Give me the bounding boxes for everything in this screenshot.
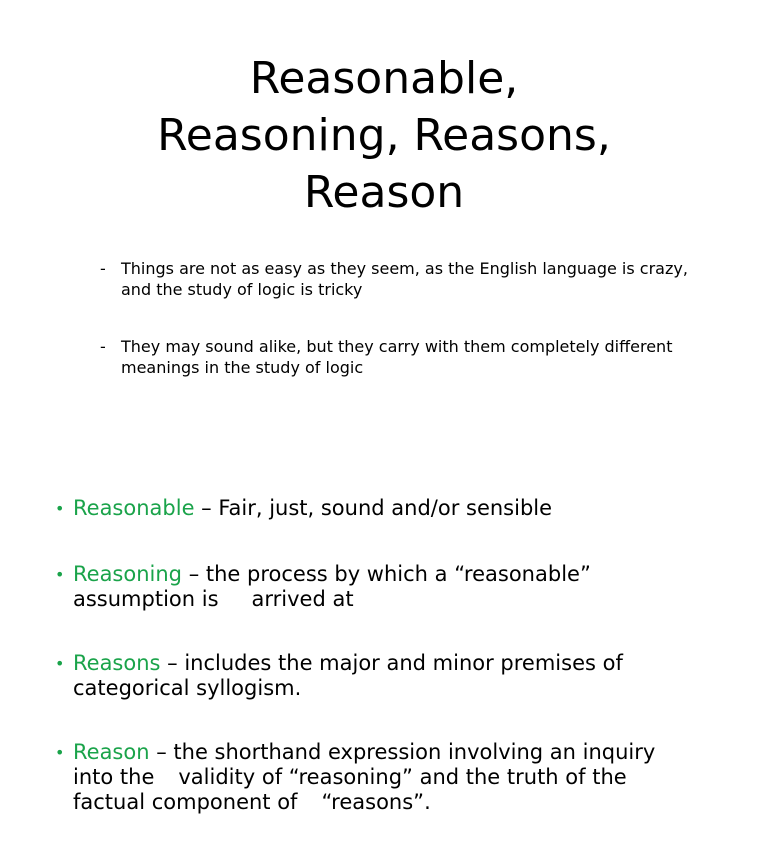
title-line-3: Reason: [303, 167, 465, 218]
note-item: [100, 258, 690, 300]
title-line-1: Reasonable,: [249, 53, 519, 104]
definition-text: into the: [73, 765, 155, 789]
definition-text: – Fair, just, sound and/or sensible: [194, 496, 553, 520]
note-text: They may sound alike, but they carry with them completely different meanings in the study of logic: [121, 337, 673, 377]
definition-text: factual component of: [73, 790, 298, 814]
definition-text: – the shorthand expression involving an inquiry: [149, 740, 656, 764]
note-item: [100, 336, 690, 378]
definition-text: arrived at: [251, 587, 354, 611]
note-text: Things are not as easy as they seem, as the English language is crazy, and the study of logic is tricky: [121, 259, 688, 299]
definition-term: Reason: [73, 740, 150, 764]
definition-term: Reasons: [73, 651, 161, 675]
bullet-marker: •: [55, 499, 65, 518]
definition-text: categorical syllogism.: [73, 676, 302, 700]
definition-text: “reasons”.: [321, 790, 431, 814]
definition-term: Reasoning: [73, 562, 183, 586]
definitions-list: [55, 496, 745, 854]
dash-marker: -: [100, 337, 106, 356]
definition-reason: [55, 740, 745, 815]
bullet-marker: •: [55, 654, 65, 673]
dash-marker: -: [100, 259, 106, 278]
definition-reasonable: [55, 496, 745, 521]
bullet-marker: •: [55, 565, 65, 584]
definition-text: – includes the major and minor premises of: [160, 651, 623, 675]
bullet-marker: •: [55, 743, 65, 762]
definition-text: assumption is: [73, 587, 219, 611]
definition-term: Reasonable: [73, 496, 195, 520]
definition-text: validity of “reasoning” and the truth of the: [178, 765, 627, 789]
definition-text: – the process by which a “reasonable”: [182, 562, 591, 586]
definition-reasons: [55, 651, 745, 701]
slide-title: [0, 50, 768, 221]
title-line-2: Reasoning, Reasons,: [157, 110, 611, 161]
notes-list: [100, 258, 690, 414]
definition-reasoning: [55, 562, 745, 612]
